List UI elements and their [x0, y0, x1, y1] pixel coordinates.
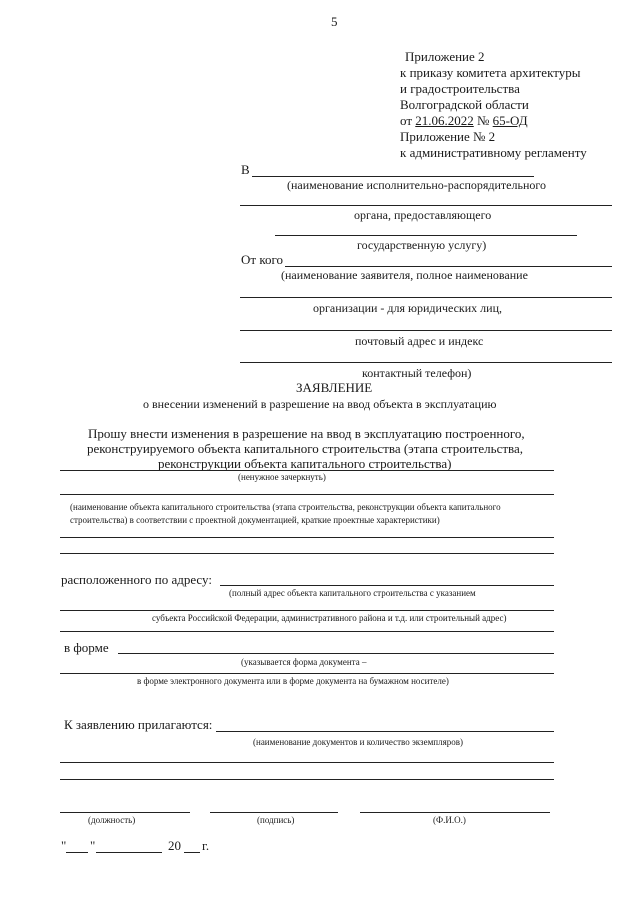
sender-field-line-4[interactable] [240, 362, 612, 363]
attach-hint: (наименование документов и количество экземпляров) [253, 737, 463, 747]
recipient-hint-3: государственную услугу) [357, 238, 487, 252]
header-line-4: Волгоградской области [400, 97, 529, 112]
name-hint: (Ф.И.О.) [433, 815, 466, 825]
day-field-line[interactable] [66, 852, 88, 853]
request-line-1: Прошу внести изменения в разрешение на ввод в эксплуатацию построенного, [88, 426, 525, 441]
order-prefix: от [400, 113, 416, 128]
attach-field-line-3[interactable] [60, 779, 554, 780]
form-hint-2: в форме электронного документа или в форме документа на бумажном носителе) [137, 676, 449, 686]
month-field-line[interactable] [96, 852, 162, 853]
from-field-line[interactable] [285, 266, 612, 267]
sign-hint: (подпись) [257, 815, 295, 825]
date-close-quote: " [90, 838, 96, 853]
attach-field-line-1[interactable] [216, 731, 554, 732]
sender-hint-4: контактный телефон) [362, 366, 472, 380]
to-field-line[interactable] [252, 176, 534, 177]
year-suffix: г. [202, 838, 210, 853]
header-line-3: и градостроительства [400, 81, 520, 96]
recipient-field-line-3[interactable] [275, 235, 577, 236]
header-order-line [400, 113, 528, 129]
order-number: 65-ОД [492, 113, 528, 128]
form-field-line-1[interactable] [118, 653, 554, 654]
address-field-line-2[interactable] [60, 610, 554, 611]
form-label: в форме [64, 640, 109, 655]
address-field-line-1[interactable] [220, 585, 554, 586]
object-field-line-1[interactable] [60, 494, 554, 495]
address-hint-1: (полный адрес объекта капитального строительства с указанием [229, 588, 476, 598]
header-line-2: к приказу комитета архитектуры [400, 65, 581, 80]
attach-label: К заявлению прилагаются: [64, 717, 213, 732]
position-field-line[interactable] [60, 812, 190, 813]
header-line-7: к административному регламенту [400, 145, 587, 160]
object-hint-1: (наименование объекта капитального строительства (этапа строительства, реконструкции объекта капитального [70, 502, 501, 512]
attach-field-line-2[interactable] [60, 762, 554, 763]
recipient-hint-2: органа, предоставляющего [354, 208, 492, 222]
date-open-quote: " [61, 838, 67, 853]
name-field-line[interactable] [360, 812, 550, 813]
year-prefix: 20 [168, 838, 181, 853]
sender-hint-1: (наименование заявителя, полное наименование [281, 268, 528, 282]
recipient-field-line-2[interactable] [240, 205, 612, 206]
address-field-line-3[interactable] [60, 631, 554, 632]
request-line-2: реконструируемого объекта капитального строительства (этапа строительства, [87, 441, 524, 456]
sender-field-line-2[interactable] [240, 297, 612, 298]
form-field-line-2[interactable] [60, 673, 554, 674]
year-field-line[interactable] [184, 852, 200, 853]
address-label: расположенного по адресу: [61, 572, 212, 587]
header-line-1: Приложение 2 [405, 49, 485, 64]
sender-hint-2: организации - для юридических лиц, [313, 301, 503, 315]
to-label: В [241, 162, 250, 177]
sender-hint-3: почтовый адрес и индекс [355, 334, 484, 348]
document-subtitle: о внесении изменений в разрешение на ввод объекта в эксплуатацию [143, 397, 497, 411]
object-hint-2: строительства) в соответствии с проектной документацией, краткие проектные характеристики) [70, 515, 440, 525]
request-field-line[interactable] [60, 470, 554, 471]
strike-hint: (ненужное зачеркнуть) [238, 472, 326, 482]
sign-field-line[interactable] [210, 812, 338, 813]
address-hint-2: субъекта Российской Федерации, административного района и т.д. или строительный адрес) [152, 613, 507, 623]
request-line-3: реконструкции объекта капитального строительства) [158, 456, 452, 471]
recipient-hint-1: (наименование исполнительно-распорядительного [287, 178, 547, 192]
order-date: 21.06.2022 [415, 113, 474, 128]
object-field-line-3[interactable] [60, 553, 554, 554]
from-label: От кого [241, 252, 283, 267]
form-hint-1: (указывается форма документа – [241, 657, 367, 667]
header-line-6: Приложение № 2 [400, 129, 496, 144]
sender-field-line-3[interactable] [240, 330, 612, 331]
order-number-sign: № [473, 113, 493, 128]
position-hint: (должность) [88, 815, 136, 825]
page-number: 5 [331, 14, 338, 29]
document-title: ЗАЯВЛЕНИЕ [296, 380, 373, 395]
object-field-line-2[interactable] [60, 537, 554, 538]
